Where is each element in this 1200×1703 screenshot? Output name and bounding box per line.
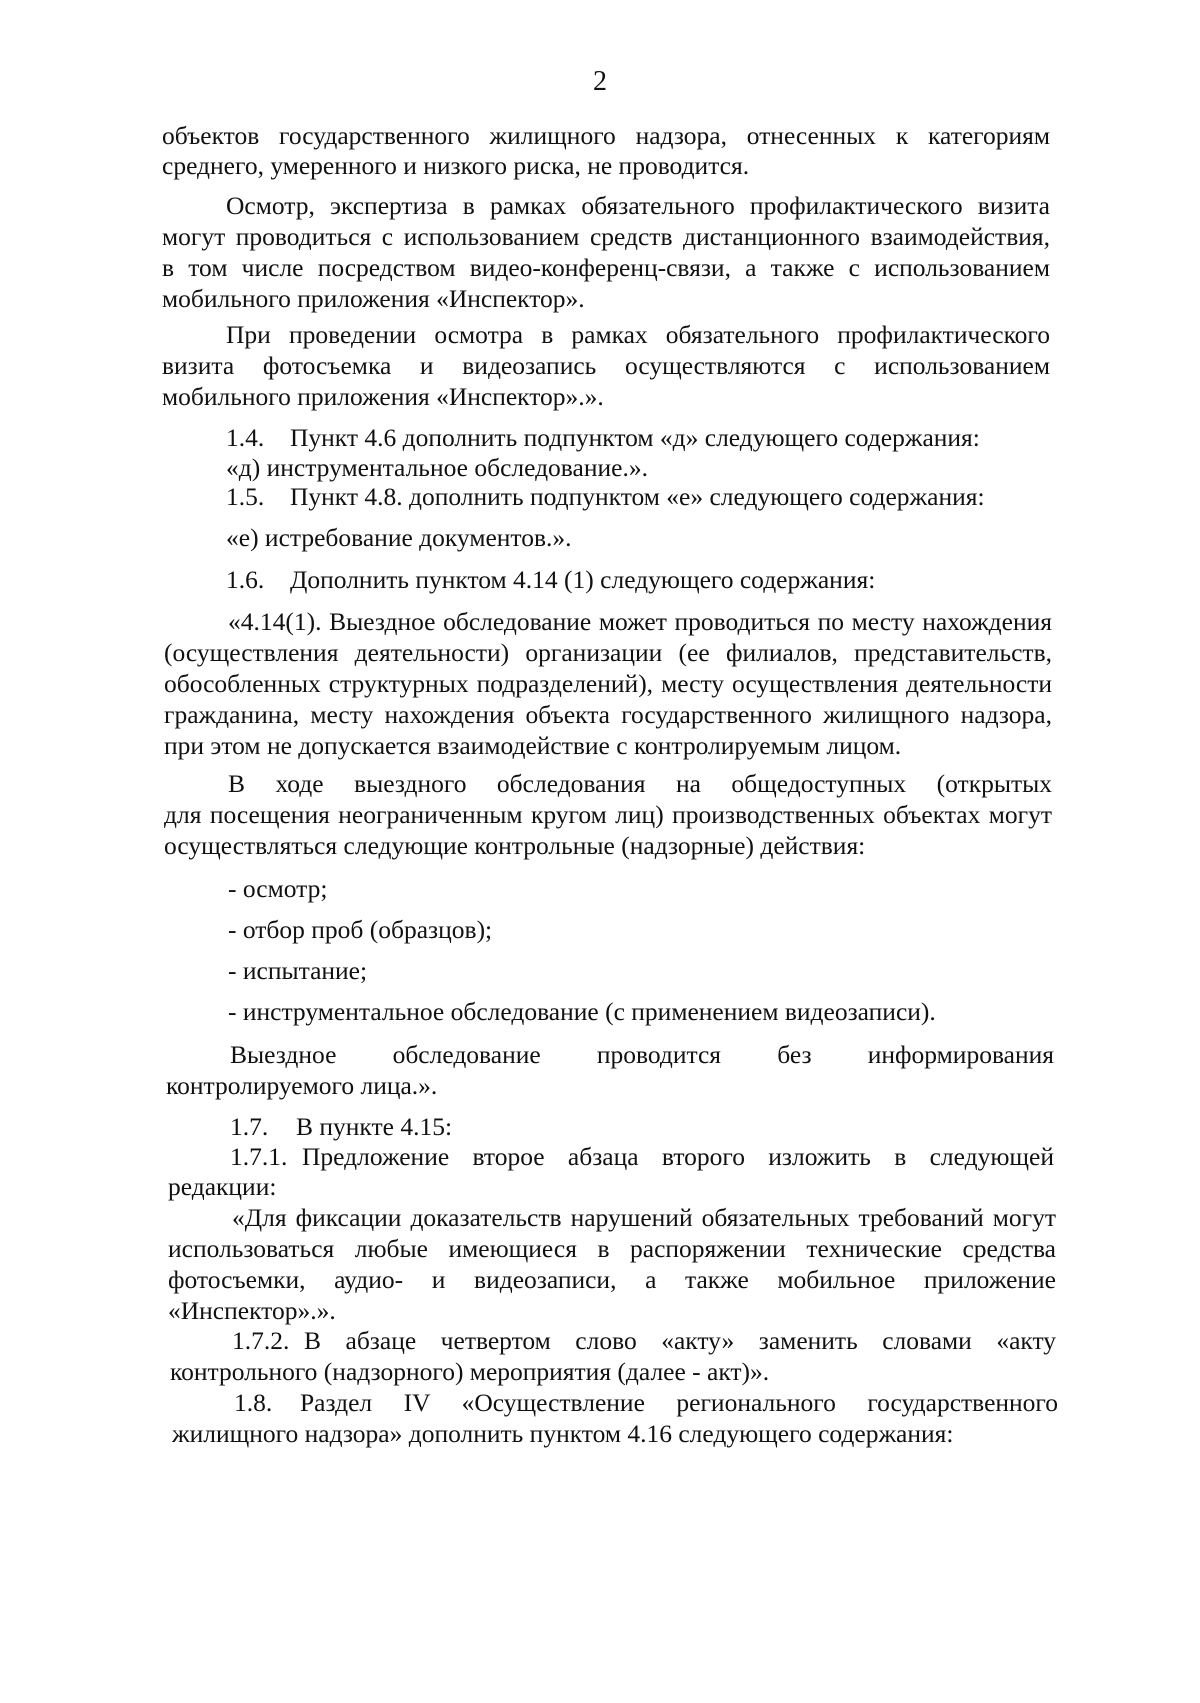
list-item: - инструментальное обследование (с применением видеозаписи). [228,997,936,1026]
text-line: в том числе посредством видео-конференц-связи, а также с использованием [162,253,1050,282]
text-line: В абзаце четвертом слово «акту» заменить словами «акту [304,1326,1056,1355]
text-line: контролируемого лица.». [166,1071,438,1100]
text-line: (осуществления деятельности) организации (ее филиалов, представительств, [164,638,1052,667]
text-line: использоваться любые имеющиеся в распоряжении технические средства [168,1234,1056,1263]
item-number: 1.7.1. [230,1142,288,1171]
item-number: 1.8. [234,1388,273,1417]
text-line: контрольного (надзорного) мероприятия (далее - акт)». [170,1357,770,1386]
text-line: Дополнить пунктом 4.14 (1) следующего содержания: [290,565,876,594]
list-item: - испытание; [228,956,368,985]
text-line: Выездное обследование проводится без информирования [230,1040,1054,1069]
item-number: 1.4. [226,423,265,452]
text-line: для посещения неограниченным кругом лиц) производственных объектах могут [164,800,1052,829]
text-line: могут проводиться с использованием средств дистанционного взаимодействия, [162,222,1050,251]
text-line: При проведении осмотра в рамках обязательного профилактического [226,320,1050,349]
text-line: жилищного надзора» дополнить пунктом 4.16 следующего содержания: [172,1419,954,1448]
text-line: Пункт 4.8. дополнить подпунктом «е» следующего содержания: [290,482,985,511]
text-line: Пункт 4.6 дополнить подпунктом «д» следующего содержания: [290,423,980,452]
item-number: 1.7.2. [232,1326,290,1355]
text-line: редакции: [168,1172,277,1201]
text-line: фотосъемки, аудио- и видеозаписи, а также мобильное приложение [168,1265,1056,1294]
text-line: «д) инструментальное обследование.». [226,453,648,482]
text-line: Предложение второе абзаца второго изложить в следующей [302,1142,1054,1171]
text-line: объектов государственного жилищного надзора, отнесенных к категориям [162,121,1050,150]
text-line: «Инспектор».». [168,1296,336,1325]
text-line: осуществляться следующие контрольные (надзорные) действия: [164,831,866,860]
item-number: 1.5. [226,482,265,511]
text-line: «Для фиксации доказательств нарушений обязательных требований могут [232,1203,1056,1232]
text-line: гражданина, месту нахождения объекта государственного жилищного надзора, [164,700,1052,729]
text-line: среднего, умеренного и низкого риска, не проводится. [162,151,750,180]
item-number: 1.6. [226,565,265,594]
text-line: мобильного приложения «Инспектор».». [162,382,604,411]
page-number: 2 [593,66,607,97]
text-line: при этом не допускается взаимодействие с контролируемым лицом. [164,731,902,760]
text-line: обособленных структурных подразделений), месту осуществления деятельности [164,669,1052,698]
text-line: В пункте 4.15: [296,1112,453,1141]
list-item: - отбор проб (образцов); [228,915,493,944]
text-line: «е) истребование документов.». [226,523,572,552]
text-line: мобильного приложения «Инспектор». [162,284,585,313]
text-line: визита фотосъемка и видеозапись осуществляются с использованием [162,351,1050,380]
text-line: Осмотр, экспертиза в рамках обязательного профилактического визита [226,191,1050,220]
text-line: Раздел IV «Осуществление регионального государственного [300,1388,1058,1417]
item-number: 1.7. [230,1112,269,1141]
text-line: В ходе выездного обследования на общедоступных (открытых [228,769,1052,798]
text-line: «4.14(1). Выездное обследование может проводиться по месту нахождения [228,607,1052,636]
list-item: - осмотр; [228,874,328,903]
